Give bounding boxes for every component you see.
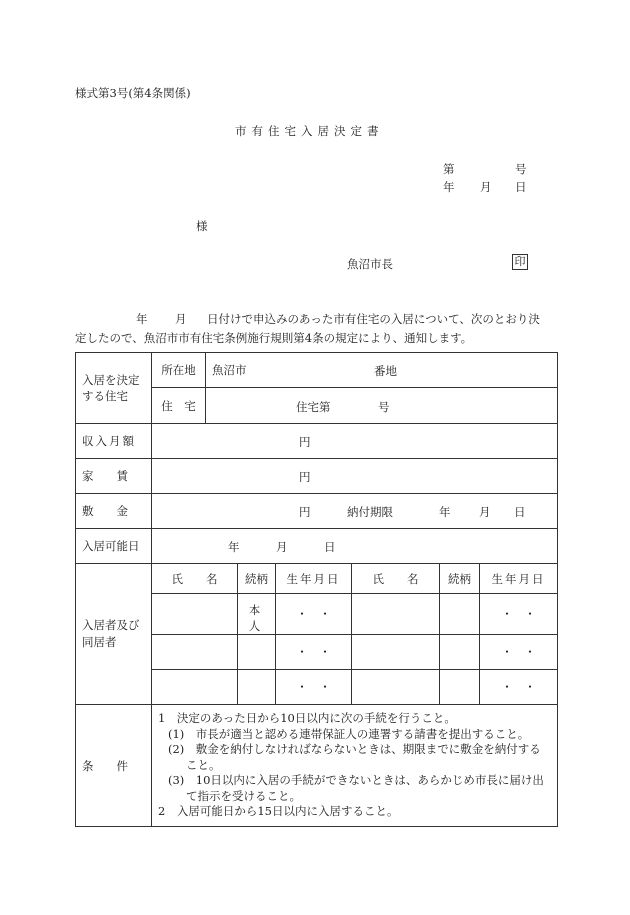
housing-label: 住 宅 — [152, 388, 206, 424]
body-line1: 日付けで申込みのあった市有住宅の入居について、次のとおり決 — [207, 312, 540, 326]
deposit-label: 敷 金 — [76, 494, 152, 529]
form-number: 様式第3号(第4条関係) — [75, 86, 191, 100]
resident-name-cell — [352, 635, 440, 670]
resident-relation-cell — [440, 670, 480, 705]
col-birth-1: 生年月日 — [276, 564, 352, 594]
body-line2: 定したので、魚沼市市有住宅条例施行規則第4条の規定により、通知します。 — [75, 331, 473, 345]
resident-name-cell — [152, 635, 238, 670]
col-relation-2: 続柄 — [440, 564, 480, 594]
conditions-label: 条 件 — [76, 705, 152, 827]
conditions-text — [152, 705, 558, 827]
condition-line: 1 決定のあった日から10日以内に次の手続を行うこと。 — [158, 711, 456, 725]
condition-line: (1) 市長が適当と認める連帯保証人の連署する請書を提出すること。 — [168, 726, 530, 741]
decision-label: 入居を決定する住宅 — [76, 353, 152, 424]
condition-line: て指示を受けること。 — [186, 788, 301, 803]
condition-line: 2 入居可能日から15日以内に入居すること。 — [158, 804, 399, 818]
number-dai: 第 — [443, 162, 455, 176]
rent-value: 円 — [152, 459, 558, 494]
resident-relation-cell — [238, 670, 276, 705]
resident-name-cell — [152, 670, 238, 705]
date-year: 年 — [443, 180, 455, 194]
residents-label: 入居者及び同居者 — [76, 564, 152, 705]
birth-dots: ・ ・ — [480, 635, 558, 670]
body-month: 月 — [175, 312, 187, 326]
resident-relation-cell — [238, 635, 276, 670]
housing-value: 住宅第 号 — [206, 388, 558, 424]
condition-line: こと。 — [186, 757, 221, 772]
condition-line: (2) 敷金を納付しなければならないときは、期限までに敷金を納付する — [168, 742, 541, 756]
col-name-2: 氏 名 — [352, 564, 440, 594]
document-title: 市有住宅入居決定書 — [235, 124, 384, 138]
number-go: 号 — [515, 162, 527, 176]
movein-value: 年 月 日 — [152, 529, 558, 564]
location-label: 所在地 — [152, 353, 206, 388]
birth-dots: ・ ・ — [480, 594, 558, 635]
self-relation: 本人 — [238, 594, 276, 635]
income-label: 収入月額 — [76, 424, 152, 459]
col-name-1: 氏 名 — [152, 564, 238, 594]
seal-stamp: 印 — [512, 254, 528, 270]
income-value: 円 — [152, 424, 558, 459]
resident-name-cell — [352, 670, 440, 705]
condition-line: (3) 10日以内に入居の手続ができないときは、あらかじめ市長に届け出 — [168, 773, 544, 787]
deposit-value: 円 納付期限 年 月 日 — [152, 494, 558, 529]
location-value: 魚沼市 番地 — [206, 353, 558, 388]
date-day: 日 — [515, 180, 527, 194]
col-birth-2: 生年月日 — [480, 564, 558, 594]
movein-label: 入居可能日 — [76, 529, 152, 564]
birth-dots: ・ ・ — [480, 670, 558, 705]
birth-dots: ・ ・ — [276, 594, 352, 635]
resident-relation-cell — [440, 594, 480, 635]
resident-name-cell — [352, 594, 440, 635]
addressee-sama: 様 — [196, 219, 208, 233]
decision-table — [75, 352, 558, 827]
rent-label: 家 賃 — [76, 459, 152, 494]
resident-relation-cell — [440, 635, 480, 670]
issuer-name: 魚沼市長 — [347, 257, 393, 271]
date-month: 月 — [480, 180, 492, 194]
body-year: 年 — [136, 312, 148, 326]
birth-dots: ・ ・ — [276, 670, 352, 705]
col-relation-1: 続柄 — [238, 564, 276, 594]
birth-dots: ・ ・ — [276, 635, 352, 670]
resident-name-cell — [152, 594, 238, 635]
